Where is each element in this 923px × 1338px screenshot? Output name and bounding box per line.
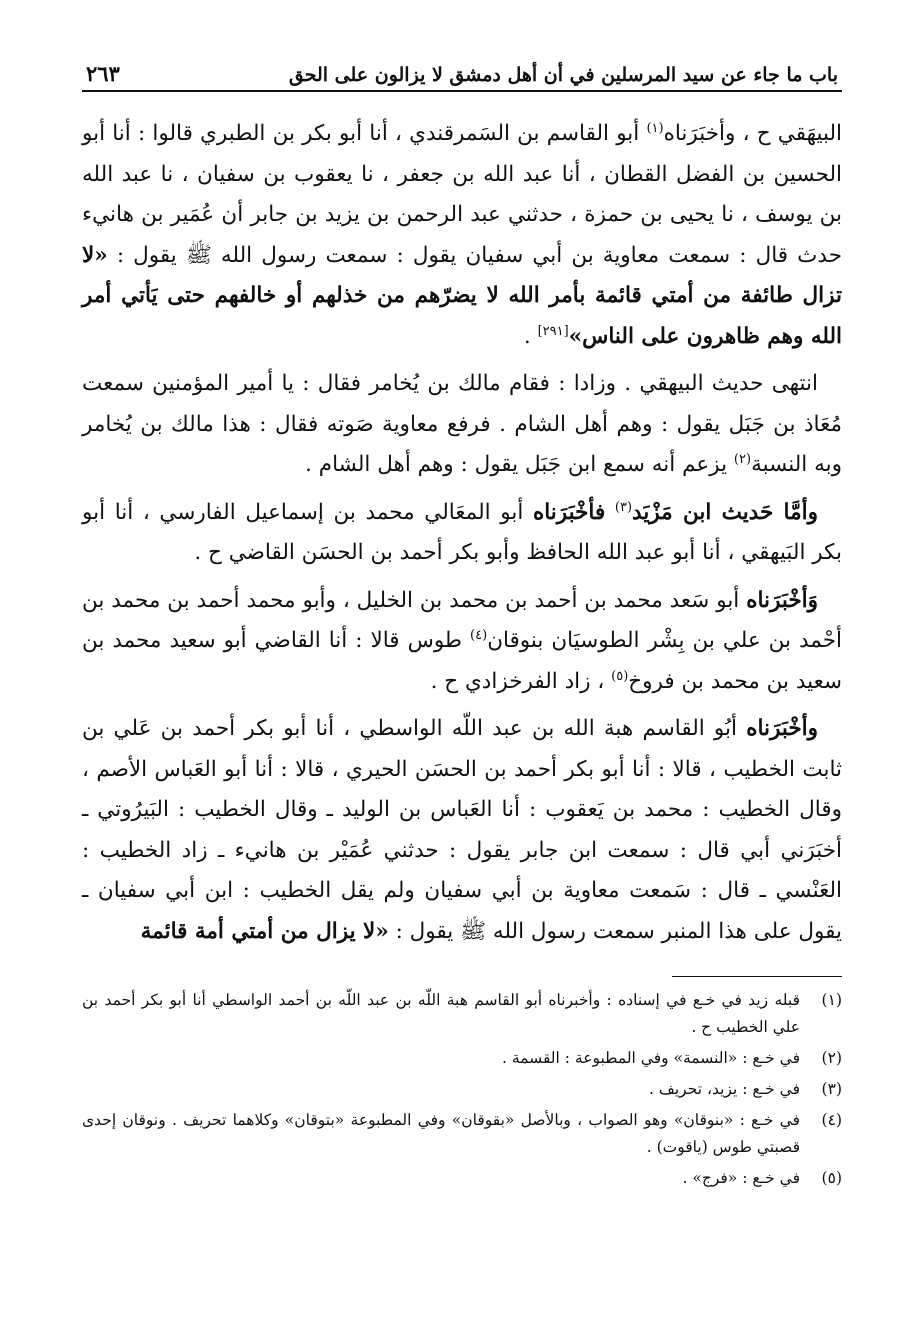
footnote-number: (١): [821, 991, 842, 1009]
hadith-text: «لا تزال طائفة من أمتي قائمة بأمر الله لا يضرّهم من خذلهم أو خالفهم حتى يَأتي أمر الله وهم ظاهرون على الناس»: [82, 242, 842, 349]
chapter-title: باب ما جاء عن سيد المرسلين في أن أهل دمشق لا يزالون على الحق: [288, 64, 838, 86]
footnote-divider: [672, 976, 842, 977]
footnote-marker-4: (٤): [470, 627, 488, 643]
footnotes: [82, 987, 842, 1192]
main-text: [82, 114, 842, 952]
footnote-text: قبله زيد في خـع في إسناده : وأخبرناه أبو القاسم هبة اللّه بن عبد اللّه بن أحمد الواسطي أنا أبو بكر أحمد بن علي الخطيب ح .: [82, 991, 800, 1036]
section-lead: فأخْبَرَناه: [532, 499, 606, 525]
paragraph-1: [82, 114, 842, 357]
footnote: [82, 1076, 842, 1103]
paragraph-4: [82, 581, 842, 703]
hadith-text: «لا يزال من أمتي أمة قائمة: [140, 918, 389, 944]
text-run: أبو المعَالي محمد بن إسماعيل الفارسي ، أنا أبو بكر البَيهقي ، أنا أبو عبد الله الحافظ وأبو بكر أحمد بن الحسَن القاضي ح .: [82, 499, 842, 565]
section-lead: وأخْبَرَناه: [746, 716, 819, 741]
text-run: طوس قالا : أنا القاضي أبو سعيد محمد بن سعيد بن محمد بن فروخ: [82, 628, 842, 694]
section-lead: وَأخْبَرَناه: [746, 587, 818, 613]
footnote: [82, 1045, 842, 1072]
footnote-text: في خـع : «النسمة» وفي المطبوعة : القسمة .: [502, 1049, 800, 1067]
section-lead: وأمَّا حَديث ابن مَزْيَد: [632, 499, 818, 525]
page-number: ٢٦٣: [86, 61, 120, 86]
hadith-number: [٢٩١]: [537, 323, 569, 339]
footnote-text: في خـع : «فرج» .: [682, 1169, 800, 1187]
page: [82, 52, 842, 1196]
text-run: البيهَقي ح ، وأخبَرَناه: [663, 121, 843, 146]
footnote: [82, 1165, 842, 1192]
text-run: .: [523, 323, 531, 349]
footnote-number: (٢): [821, 1049, 842, 1067]
footnote-marker-2: (٢): [733, 451, 752, 467]
text-run: ، زاد الفرخزادي ح .: [430, 668, 605, 694]
footnote-marker-3: (٣): [614, 499, 633, 515]
footnote-number: (٤): [821, 1111, 842, 1129]
paragraph-2: [82, 364, 842, 486]
text-run: أبو سَعد محمد بن أحمد بن محمد بن الخليل ، وأبو محمد أحمد بن محمد بن أحْمد بن علي بن بِشْر الطوسيَان بنوقان: [82, 587, 843, 653]
footnote-marker-1: (١): [646, 120, 664, 136]
text-run: أبو القاسم بن السَمرقندي ، أنا أبو بكر بن الطبري قالوا : أنا أبو الحسين بن الفضل القطان ، أنا عبد الله بن جعفر ، نا يعقوب بن سفيان ، نا عبد الله بن يوسف ، نا يحيى بن حمزة ، حدثني عبد الرحمن بن يزيد بن جابر أن عُمَير بن هانيء حدث قال : سمعت معاوية بن أبي سفيان يقول : سمعت رسول الله ﷺ يقول :: [82, 121, 842, 268]
footnote-text: في خـع : «بنوقان» وهو الصواب ، وبالأصل «بقوقان» وفي المطبوعة «بتوقان» وكلاهما تحريف . ونوقان إحدى قصبتي طوس (ياقوت) .: [82, 1111, 800, 1156]
running-header: [82, 52, 842, 92]
paragraph-3: [82, 493, 842, 574]
footnote: [82, 987, 842, 1041]
paragraph-5: [82, 709, 842, 952]
footnote-marker-5: (٥): [611, 668, 629, 684]
footnote-number: (٥): [821, 1169, 842, 1187]
footnote-text: في خـع : يزيد، تحريف .: [648, 1080, 800, 1098]
footnote: [82, 1107, 842, 1161]
text-run: يزعم أنه سمع ابن جَبَل يقول : وهم أهل الشام .: [305, 452, 728, 477]
text-run: أبُو القاسم هبة الله بن عبد اللّه الواسطي ، أنا أبو بكر أحمد بن عَلي بن ثابت الخطيب ، قالا : أنا أبو بكر أحمد بن الحسَن الحيري ، قالا : أنا أبو العَباس الأصم ، وقال الخطيب : محمد بن يَعقوب : أنا العَباس بن الوليد ـ وقال الخطيب : البَيرُوتي ـ أخبَرَني أبي قال : سمعت ابن جابر يقول : حدثني عُمَيْر بن هانيء ـ زاد الخطيب : العَنْسي ـ قال : سَمعت معاوية بن أبي سفيان ولم يقل الخطيب : ابن أبي سفيان ـ يقول على هذا المنبر سمعت رسول الله ﷺ يقول :: [82, 716, 842, 944]
footnote-number: (٣): [821, 1080, 842, 1098]
text-run: انتهى حديث البيهقي . وزادا : فقام مالك بن يُخامر فقال : يا أمير المؤمنين سمعت مُعَاذ بن جَبَل يقول : وهم أهل الشام . فرفع معاوية صَوته فقال : هذا مالك بن يُخامر وبه النسبة: [82, 371, 842, 477]
